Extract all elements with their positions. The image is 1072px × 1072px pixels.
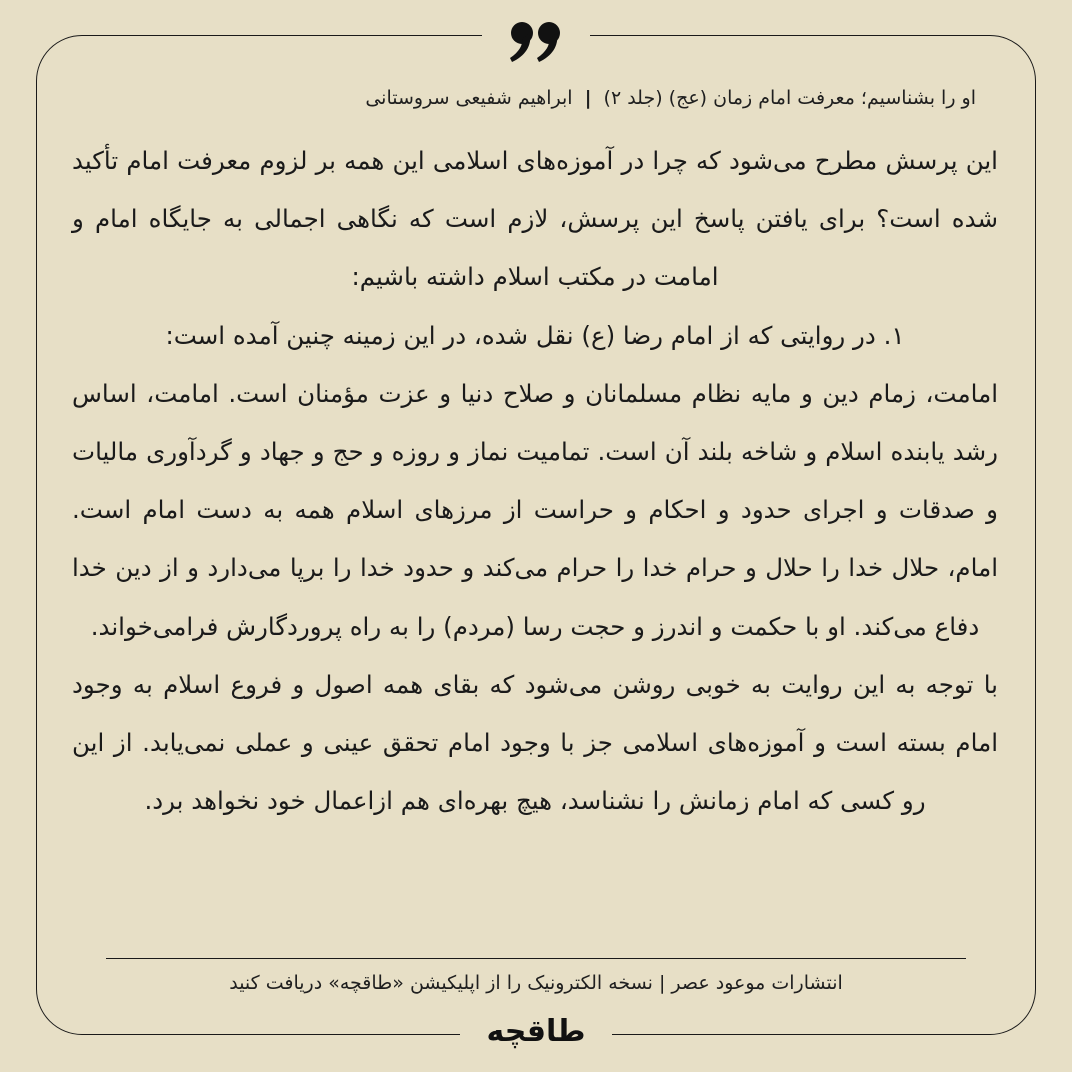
- footer-divider: [106, 958, 966, 959]
- taaghche-logo-text: طاقچه: [486, 1014, 586, 1049]
- source-separator: |: [584, 87, 592, 109]
- paragraph-intro: این پرسش مطرح می‌شود که چرا در آموزه‌های اسلامی این همه بر لزوم معرفت امام تأکید شده است؟ برای یافتن پاسخ این پرسش، لازم است که نگاهی اجمالی به جایگاه امام و امامت در مکتب اسلام داشته باشیم:: [72, 146, 998, 292]
- taaghche-logo: [478, 1012, 594, 1052]
- publisher-footer: انتشارات موعود عصر | نسخه الکترونیک را از اپلیکیشن «طاقچه» دریافت کنید: [229, 972, 843, 994]
- paragraph-narration: امامت، زمام دین و مایه نظام مسلمانان و صلاح دنیا و عزت مؤمنان است. امامت، اساس رشد یابنده اسلام و شاخه بلند آن است. تمامیت نماز و روزه و حج و جهاد و گردآوری مالیات و صدقات و اجرای حدود و احکام و حراست از مرزهای اسلام همه به دست امام است. امام، حلال خدا را حلال و حرام خدا را حرام می‌کند و حدود خدا را برپا می‌دارد و از دین خدا دفاع می‌کند. او با حکمت و اندرز و حجت رسا (مردم) را به راه پروردگارش فرامی‌خواند.: [72, 378, 998, 641]
- book-author: ابراهیم شفیعی سروستانی: [365, 87, 573, 109]
- quote-body: [72, 132, 998, 830]
- book-source-line: [365, 84, 976, 112]
- paragraph-narration-intro: ۱. در روایتی که از امام رضا (ع) نقل شده، در این زمینه چنین آمده است:: [165, 320, 905, 350]
- quotation-mark-icon: [508, 20, 564, 64]
- paragraph-conclusion: با توجه به این روایت به خوبی روشن می‌شود که بقای همه اصول و فروع اسلام به وجود امام بسته است و آموزه‌های اسلامی جز با وجود امام تحقق عینی و عملی نمی‌یابد. از این رو کسی که امام زمانش را نشناسد، هیچ بهره‌ای هم ازاعمال خود نخواهد برد.: [72, 669, 998, 816]
- book-title: او را بشناسیم؛ معرفت امام زمان (عج) (جلد ۲): [603, 87, 976, 109]
